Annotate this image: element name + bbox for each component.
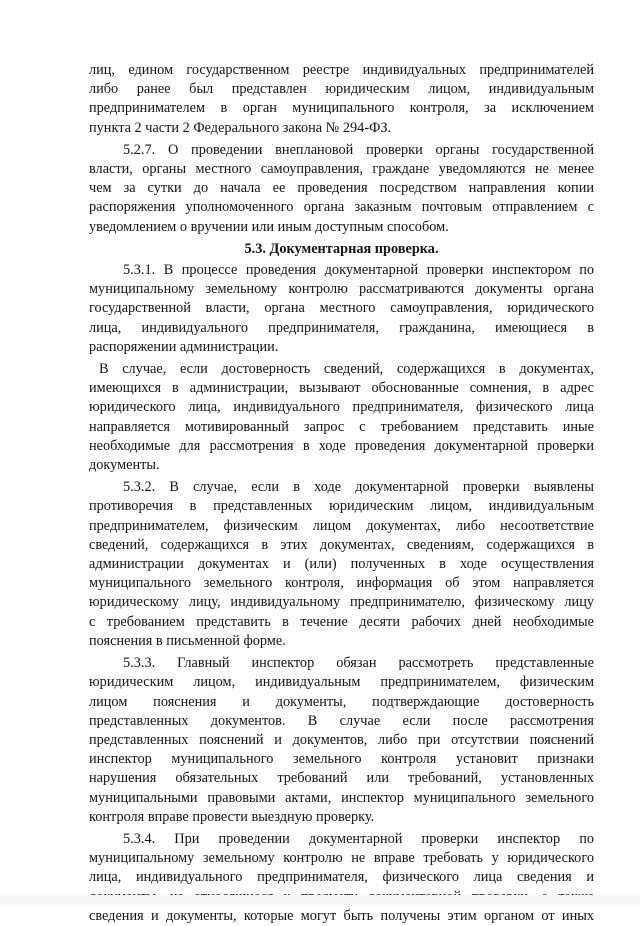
- paragraph-intro: [89, 61, 594, 138]
- text-line: представленных пояснений и документов, либо при отсутствии пояснений: [89, 731, 594, 748]
- paragraph-5-3-4: [89, 830, 594, 926]
- text-line: 5.3.4. При проведении документарной проверки инспектор по: [123, 830, 594, 847]
- text-line: чем за сутки до начала ее проведения посредством направления копии: [89, 180, 594, 197]
- text-line: В случае, если достоверность сведений, содержащихся в документах,: [99, 361, 594, 378]
- text-line: 5.3.1. В процессе проведения документарной проверки инспектором по: [123, 262, 594, 279]
- text-line: 5.3.2. В случае, если в ходе документарной проверки выявлены: [123, 479, 594, 496]
- text-line: лиц, едином государственном реестре индивидуальных предпринимателей: [89, 62, 594, 78]
- text-line: уведомлением о вручении или иным доступным способом.: [89, 218, 449, 235]
- text-line: муниципальному земельному контролю не вправе требовать у юридического: [89, 850, 594, 867]
- paragraph-5-3-2: [89, 478, 594, 651]
- page-bottom-edge: [0, 895, 640, 905]
- text-line: распоряжения уполномоченного органа заказным почтовым отправлением с: [89, 199, 594, 216]
- text-line: юридического лица, индивидуального предпринимателя, физического лица: [89, 399, 594, 416]
- text-line: 5.3.3. Главный инспектор обязан рассмотреть представленные: [123, 655, 594, 672]
- text-line: предпринимателем, физическим лицом документах, либо несоответствие: [89, 517, 594, 534]
- section-heading: 5.3. Документарная проверка.: [244, 240, 439, 257]
- text-line: власти, органы местного самоуправления, граждане уведомляются не менее: [89, 161, 594, 178]
- text-line: представленных документов. В случае если после рассмотрения: [89, 712, 594, 729]
- text-line: муниципальному земельному контролю рассматриваются документы органа: [89, 281, 594, 298]
- text-line: муниципальными правовыми актами, инспектор муниципального земельного: [89, 789, 594, 806]
- text-line: с требованием представить в течение десяти рабочих дней необходимые: [89, 613, 594, 630]
- text-line: сведения и документы, которые могут быть получены этим органом от иных: [89, 907, 594, 924]
- text-line: противоречия в представленных юридическим лицом, индивидуальным: [89, 498, 594, 515]
- text-line: имеющихся в администрации, вызывают обоснованные сомнения, в адрес: [89, 380, 594, 397]
- text-line: либо ранее был представлен юридическим лицом, индивидуальным: [89, 81, 594, 98]
- paragraph-5-3-1-continued: [89, 360, 594, 475]
- text-line: инспектор муниципального земельного контроля установит признаки: [89, 751, 594, 768]
- text-line: распоряжении администрации.: [89, 338, 279, 355]
- text-line: государственной власти, органа местного самоуправления, юридического: [89, 300, 594, 317]
- text-line: юридическим лицом, индивидуальным предпринимателем, физическим: [89, 674, 594, 691]
- text-line: лица, индивидуального предпринимателя, гражданина, имеющиеся в: [89, 319, 594, 336]
- text-line: нарушения обязательных требований или требований, установленных: [89, 770, 594, 787]
- text-line: лица, индивидуального предпринимателя, физического лица сведения и: [89, 869, 594, 886]
- text-line: пункта 2 части 2 Федерального закона № 294-ФЗ.: [89, 119, 392, 136]
- text-line: администрации документах и (или) полученных в ходе осуществления: [89, 556, 594, 573]
- text-line: документы.: [89, 457, 160, 474]
- text-line: предпринимателем в орган муниципального контроля, за исключением: [89, 100, 594, 117]
- text-line: лицом пояснения и документы, подтверждающие достоверность: [89, 693, 594, 710]
- text-line: пояснения в письменной форме.: [89, 632, 286, 649]
- paragraph-5-2-7: [89, 141, 594, 237]
- paragraph-5-3-1: [89, 261, 594, 357]
- text-line: сведений, содержащихся в этих документах, сведениям, содержащихся в: [89, 536, 594, 553]
- text-line: 5.2.7. О проведении внеплановой проверки органы государственной: [123, 141, 594, 158]
- text-line: юридическому лицу, индивидуальному предпринимателю, физическому лицу: [89, 594, 594, 611]
- text-line: муниципального земельного контроля, информация об этом направляется: [89, 575, 594, 592]
- text-line: направляется мотивированный запрос с требованием представить иные: [89, 418, 594, 435]
- text-line: необходимые для рассмотрения в ходе проведения документарной проверки: [89, 437, 594, 454]
- paragraph-5-3-3: [89, 654, 594, 827]
- text-line: контроля вправе провести выездную проверку.: [89, 808, 375, 825]
